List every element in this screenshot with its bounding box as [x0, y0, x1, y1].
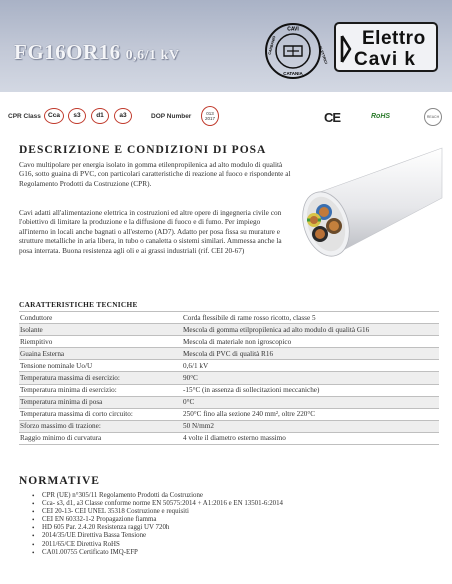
product-title: [14, 40, 179, 65]
spec-key: Tensione nominale Uo/U: [19, 360, 182, 372]
dop-value-line1: 013: [206, 111, 214, 116]
specs-heading: CARATTERISTICHE TECNICHE: [19, 300, 138, 309]
spec-value: 0°C: [182, 396, 439, 408]
table-row: [19, 396, 439, 408]
spec-value: 0,6/1 kV: [182, 360, 439, 372]
cpr-class-badge: d1: [91, 108, 109, 124]
description-heading: DESCRIZIONE E CONDIZIONI DI POSA: [19, 144, 267, 156]
logo-line2: Cavi k: [354, 49, 416, 70]
seal-text-right: ELETTRICI: [317, 45, 329, 65]
table-row: [19, 312, 439, 324]
spec-key: Temperatura massima di esercizio:: [19, 372, 182, 384]
list-item: • 2011/65/CE Direttiva RoHS: [32, 541, 432, 549]
list-item: • 2014/35/UE Direttiva Bassa Tensione: [32, 532, 432, 540]
spec-value: -15°C (in assenza di sollecitazioni meccaniche): [182, 384, 439, 396]
logo-line1: Elettro: [362, 28, 426, 49]
spec-key: Temperatura minima di esercizio:: [19, 384, 182, 396]
cavi-elettrici-seal: [264, 22, 329, 80]
rohs-mark-icon: RoHS: [371, 113, 391, 120]
list-item: • Cca- s3, d1, a3 Classe conforme norme EN 50575:2014 + A1:2016 e EN 13501-6:2014: [32, 500, 432, 508]
table-row: [19, 324, 439, 336]
table-row: [19, 336, 439, 348]
specs-table: [19, 311, 439, 445]
dop-value-line2: 2017: [204, 116, 215, 121]
elettrocavi-logo: [334, 22, 438, 72]
dop-number-badge: [201, 106, 219, 126]
table-row: [19, 348, 439, 360]
list-item: • CA01.00755 Certificato IMQ-EFP: [32, 549, 432, 557]
cpr-classification-bar: [0, 103, 452, 131]
table-row: [19, 432, 439, 444]
list-item: • HD 605 Par. 2.4.20 Resistenza raggi UV 720h: [32, 524, 432, 532]
seal-text-bottom: CATANIA: [283, 71, 303, 76]
table-row: [19, 372, 439, 384]
spec-key: Sforzo massimo di trazione:: [19, 420, 182, 432]
seal-text-top: CAVI: [287, 26, 299, 33]
table-row: [19, 408, 439, 420]
dop-number-label: DOP Number: [151, 113, 192, 120]
ce-mark-icon: CE: [324, 110, 341, 125]
reach-mark-icon: REACH: [424, 108, 442, 126]
spec-value: 90°C: [182, 372, 439, 384]
spec-value: Corda flessibile di rame rosso ricotto, classe 5: [182, 312, 439, 324]
spec-key: Conduttore: [19, 312, 182, 324]
table-row: [19, 384, 439, 396]
spec-value: Mescola di gomma etilpropilenica ad alto modulo di qualità G16: [182, 324, 439, 336]
table-row: [19, 360, 439, 372]
list-item: • CEI EN 60332-1-2 Propagazione fiamma: [32, 516, 432, 524]
spec-key: Guaina Esterna: [19, 348, 182, 360]
cpr-class-badge: a3: [114, 108, 132, 124]
product-voltage: 0,6/1 kV: [125, 48, 180, 63]
spec-value: 250°C fino alla sezione 240 mm², oltre 220°C: [182, 408, 439, 420]
list-item: • CEI 20-13- CEI UNEL 35318 Costruzione e requisiti: [32, 508, 432, 516]
normative-list: [32, 492, 432, 557]
spec-value: Mescola di materiale non igroscopico: [182, 336, 439, 348]
list-item: • CPR (UE) n°305/11 Regolamento Prodotti da Costruzione: [32, 492, 432, 500]
table-row: [19, 420, 439, 432]
normative-heading: NORMATIVE: [19, 475, 100, 487]
seal-text-left: CARBANIO: [267, 35, 277, 56]
spec-value: 50 N/mm2: [182, 420, 439, 432]
cpr-class-label: CPR Class: [8, 113, 41, 120]
spec-key: Raggio minimo di curvatura: [19, 432, 182, 444]
spec-key: Temperatura massima di corto circuito:: [19, 408, 182, 420]
spec-key: Isolante: [19, 324, 182, 336]
product-code: FG16OR16: [14, 40, 121, 64]
spec-key: Temperatura minima di posa: [19, 396, 182, 408]
cpr-class-badge: Cca: [44, 108, 64, 124]
spec-value: Mescola di PVC di qualità R16: [182, 348, 439, 360]
cable-cross-section-image: [292, 140, 442, 280]
cpr-class-badge: s3: [68, 108, 86, 124]
description-paragraph: Cavi adatti all'alimentazione elettrica in costruzioni ed altre opere di ingegneria civile con l'obiettivo di limitare la produzione e la diffusione di fuoco e di fumo. Per impiego all'interno in locali anche bagnati o all'esterno (AD7). Adatto per posa fissa su murature e strutture metalliche in aria libera, in tubo o canaletta o sistemi similari. Ammessa anche la posa interrata. Buona resistenza agli oli e ai grassi industriali (rif. CEI 20-67): [19, 208, 282, 255]
spec-value: 4 volte il diametro esterno massimo: [182, 432, 439, 444]
description-paragraph: Cavo multipolare per energia isolato in gomma etilenpropilenica ad alto modulo di qualità G16, sotto guaina di PVC, con particolari caratteristiche di reazione al fuoco e rispondente al Regolamento Prodotti da Costruzione (CPR).: [19, 160, 291, 188]
header-banner: [0, 0, 452, 92]
spec-key: Riempitivo: [19, 336, 182, 348]
